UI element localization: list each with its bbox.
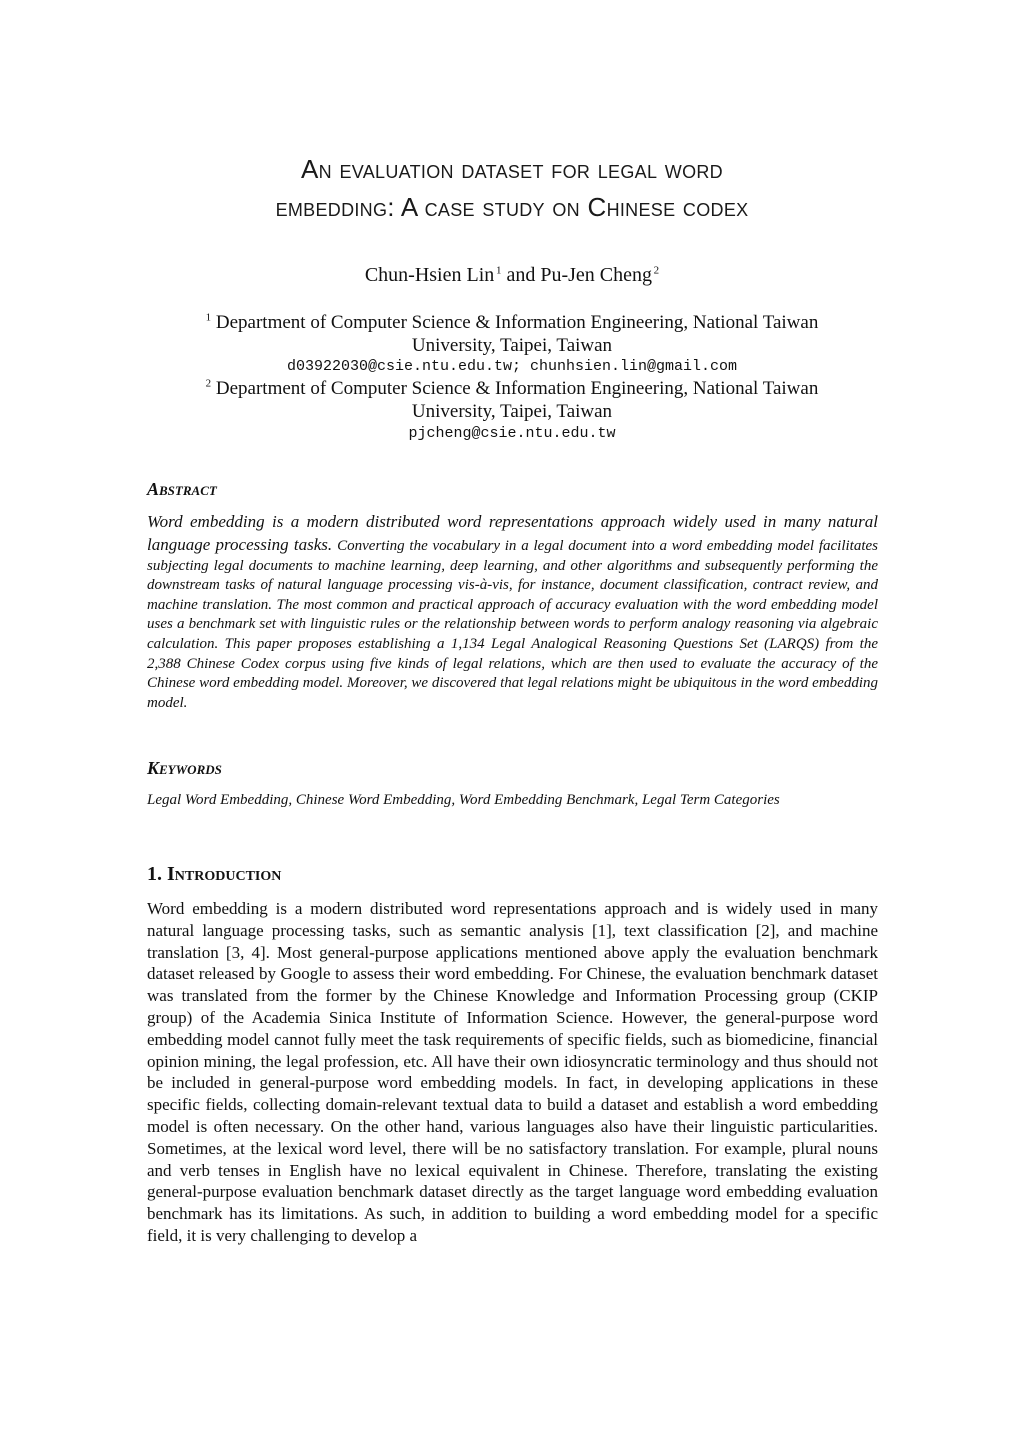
abstract-lead-sentence: Word embedding is a modern distributed word representations approach widely used in many natural language processing tasks.: [147, 512, 878, 554]
author-line: [0, 261, 1024, 289]
affiliation-2-email: pjcheng@csie.ntu.edu.tw: [408, 425, 616, 442]
author-1-affil-marker: 1: [495, 264, 502, 277]
abstract-heading: Abstract: [147, 479, 217, 499]
affiliation-2-marker: 2: [205, 377, 212, 390]
affiliation-2-line-2: University, Taipei, Taiwan: [411, 401, 613, 422]
keywords-text: Legal Word Embedding, Chinese Word Embedding, Word Embedding Benchmark, Legal Term Categories: [147, 792, 780, 808]
abstract-text: Converting the vocabulary in a legal document into a word embedding model facilitates subjecting legal documents to machine learning, deep learning, and other algorithms and subsequently performing the downstream tasks of natural language processing vis-à-vis, for instance, document classification, contract review, and machine translation. The most common and practical approach of accuracy evaluation with the word embedding model uses a benchmark set with linguistic rules or the relationship between words to perform analogy reasoning via algebraic calculation. This paper proposes establishing a 1,134 Legal Analogical Reasoning Questions Set (LARQS) from the 2,388 Chinese Codex corpus using five kinds of legal relations, which are then used to evaluate the accuracy of the Chinese word embedding model. Moreover, we discovered that legal relations might be ubiquitous in the word embedding model.: [147, 538, 878, 711]
abstract-body: [147, 510, 878, 713]
affiliation-2-line-1: Department of Computer Science & Information Engineering, National Taiwan: [215, 378, 819, 399]
affiliation-1: [140, 311, 884, 357]
affiliation-1-line-1: Department of Computer Science & Information Engineering, National Taiwan: [215, 312, 819, 333]
affiliation-1-line-2: University, Taipei, Taiwan: [411, 335, 613, 356]
paper-title: [80, 150, 944, 226]
introduction-body: Word embedding is a modern distributed word representations approach and is widely used in many natural language processing tasks, such as semantic analysis [1], text classification [2], and machine translation [3, 4]. Most general-purpose applications mentioned above apply the evaluation benchmark dataset released by Google to assess their word embedding. For Chinese, the evaluation benchmark dataset was translated from the former by the Chinese Knowledge and Information Processing group (CKIP group) of the Academia Sinica Institute of Information Science. However, the general-purpose word embedding model cannot fully meet the task requirements of specific fields, such as biomedicine, financial opinion mining, the legal profession, etc. All have their own idiosyncratic terminology and thus should not be included in general-purpose word embedding models. In fact, in developing applications in these specific fields, collecting domain-relevant textual data to build a dataset and establish a word embedding model is often necessary. On the other hand, various languages also have their linguistic particularities. Sometimes, at the lexical word level, there will be no satisfactory translation. For example, plural nouns and verb tenses in English have no lexical equivalent in Chinese. Therefore, translating the existing general-purpose evaluation benchmark dataset directly as the target language word embedding evaluation benchmark has its limitations. As such, in addition to building a word embedding model for a specific field, it is very challenging to develop a: [147, 899, 878, 1245]
keywords-heading: Keywords: [147, 758, 222, 778]
author-2-affil-marker: 2: [653, 264, 660, 277]
author-2-name: Pu-Jen Cheng: [540, 264, 652, 286]
title-line-2: embedding: A case study on Chinese codex: [275, 192, 749, 222]
affiliation-2: [140, 377, 884, 423]
affiliation-1-email: d03922030@csie.ntu.edu.tw; chunhsien.lin@gmail.com: [286, 358, 738, 375]
author-conjunction: and: [506, 264, 536, 286]
introduction-heading: 1. Introduction: [147, 863, 282, 885]
affiliation-1-marker: 1: [205, 311, 212, 324]
author-1-name: Chun-Hsien Lin: [364, 264, 495, 286]
title-line-1: An evaluation dataset for legal word: [301, 154, 723, 184]
